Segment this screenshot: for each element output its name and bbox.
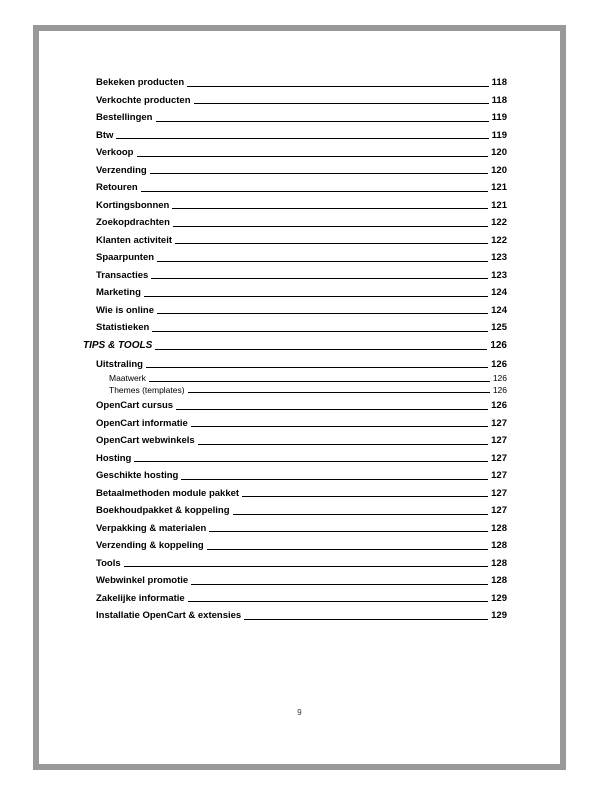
toc-leader-line [233, 514, 489, 515]
toc-entry-label: Betaalmethoden module pakket [96, 487, 240, 499]
toc-entry[interactable] [96, 540, 507, 552]
toc-entry[interactable] [96, 287, 507, 299]
toc-entry[interactable] [96, 453, 507, 465]
toc-page-number: 126 [491, 358, 507, 370]
toc-page-number: 128 [491, 575, 507, 586]
toc-entry[interactable] [96, 558, 507, 570]
toc-entry-label: Statistieken [96, 322, 150, 333]
toc-page-number: 125 [491, 322, 507, 333]
toc-entry-label: Spaarpunten [96, 252, 155, 263]
toc-leader-line [188, 601, 488, 602]
toc-entry[interactable] [96, 305, 507, 317]
toc-leader-line [191, 584, 488, 585]
toc-page-number: 127 [491, 487, 507, 499]
document-page [33, 25, 566, 770]
toc-entry[interactable] [96, 470, 507, 482]
toc-page-number: 126 [492, 384, 507, 395]
toc-leader-line [188, 392, 490, 393]
toc-entry-label: Verzending [96, 164, 147, 176]
toc-leader-line [172, 208, 488, 209]
toc-leader-line [176, 409, 488, 410]
toc-entry-label: Transacties [96, 269, 149, 281]
toc-entry[interactable] [109, 373, 507, 384]
toc-page-number: 120 [491, 147, 507, 158]
toc-entry-label: TIPS & TOOLS [83, 339, 153, 351]
toc-page-number: 123 [491, 252, 507, 263]
toc-leader-line [150, 173, 488, 174]
toc-entry[interactable] [96, 252, 507, 264]
table-of-contents [39, 31, 560, 622]
toc-entry-label: Webwinkel promotie [96, 575, 189, 586]
toc-entry-label: Bekeken producten [96, 77, 185, 88]
toc-entry-label: Geschikte hosting [96, 470, 179, 481]
toc-entry-label: Installatie OpenCart & extensies [96, 610, 242, 621]
toc-entry-label: Zoekopdrachten [96, 217, 170, 228]
toc-leader-line [134, 461, 488, 462]
toc-leader-line [191, 426, 488, 427]
toc-leader-line [156, 121, 489, 122]
toc-page-number: 129 [491, 610, 507, 621]
toc-leader-line [181, 479, 488, 480]
toc-entry[interactable] [96, 270, 507, 282]
toc-entry-label: Themes (templates) [109, 384, 185, 395]
toc-leader-line [116, 138, 488, 139]
toc-page-number: 127 [491, 452, 507, 464]
toc-page-number: 122 [491, 234, 507, 246]
toc-page-number: 123 [491, 269, 507, 281]
toc-page-number: 121 [491, 199, 507, 211]
toc-page-number: 118 [491, 94, 507, 106]
toc-page-number: 120 [491, 164, 507, 176]
toc-entry[interactable] [96, 359, 507, 371]
toc-entry[interactable] [96, 575, 507, 587]
toc-page-number: 126 [492, 373, 507, 383]
toc-page-number: 127 [491, 505, 507, 516]
toc-entry-label: Bestellingen [96, 112, 153, 123]
toc-leader-line [151, 278, 488, 279]
toc-entry[interactable] [96, 435, 507, 447]
toc-page-number: 119 [491, 129, 507, 141]
toc-leader-line [157, 313, 488, 314]
toc-leader-line [144, 296, 488, 297]
toc-entry[interactable] [109, 385, 507, 396]
toc-page-number: 128 [491, 522, 507, 534]
toc-entry[interactable] [83, 340, 507, 352]
toc-entry[interactable] [96, 147, 507, 159]
toc-entry-label: Klanten activiteit [96, 234, 173, 246]
toc-entry-label: Wie is online [96, 304, 154, 316]
toc-entry-label: Boekhoudpakket & koppeling [96, 505, 230, 516]
toc-leader-line [198, 444, 488, 445]
toc-entry[interactable] [96, 488, 507, 500]
toc-entry-label: OpenCart cursus [96, 400, 174, 411]
toc-entry[interactable] [96, 77, 507, 89]
toc-page-number: 126 [491, 400, 507, 411]
toc-entry[interactable] [96, 523, 507, 535]
toc-entry-label: Verkochte producten [96, 94, 191, 106]
toc-leader-line [152, 331, 488, 332]
toc-leader-line [194, 103, 489, 104]
toc-page-number: 128 [491, 540, 507, 551]
toc-page-number: 128 [491, 557, 507, 569]
toc-page-number: 122 [491, 217, 507, 228]
toc-entry-label: Marketing [96, 287, 141, 298]
toc-entry-label: Hosting [96, 452, 132, 464]
toc-entry[interactable] [96, 217, 507, 229]
toc-leader-line [244, 619, 488, 620]
toc-entry[interactable] [96, 95, 507, 107]
toc-entry-label: OpenCart webwinkels [96, 435, 195, 446]
toc-leader-line [146, 367, 488, 368]
toc-entry[interactable] [96, 322, 507, 334]
page-number-footer: 9 [297, 708, 302, 717]
toc-leader-line [157, 261, 488, 262]
toc-entry[interactable] [96, 400, 507, 412]
toc-entry[interactable] [96, 418, 507, 430]
toc-leader-line [149, 381, 490, 382]
toc-entry[interactable] [96, 505, 507, 517]
toc-leader-line [242, 496, 488, 497]
toc-page-number: 127 [491, 417, 507, 429]
toc-entry-label: Verkoop [96, 147, 134, 158]
toc-entry-label: Tools [96, 557, 121, 569]
toc-page-number: 124 [491, 287, 507, 298]
toc-leader-line [141, 191, 488, 192]
toc-leader-line [137, 156, 489, 157]
toc-entry[interactable] [96, 593, 507, 605]
toc-page-number: 119 [491, 112, 507, 123]
toc-leader-line [173, 226, 488, 227]
toc-leader-line [175, 243, 488, 244]
toc-entry-label: Uitstraling [96, 358, 143, 370]
toc-entry-label: Btw [96, 129, 114, 141]
toc-entry[interactable] [96, 182, 507, 194]
toc-page-number: 126 [490, 339, 507, 351]
toc-entry[interactable] [96, 165, 507, 177]
toc-entry-label: Retouren [96, 182, 138, 193]
toc-page-number: 124 [491, 304, 507, 316]
toc-entry[interactable] [96, 610, 507, 622]
toc-entry[interactable] [96, 235, 507, 247]
toc-leader-line [187, 86, 489, 87]
toc-page-number: 118 [491, 77, 507, 88]
toc-entry-label: OpenCart informatie [96, 417, 188, 429]
toc-entry-label: Verpakking & materialen [96, 522, 207, 534]
toc-page-number: 121 [491, 182, 507, 193]
toc-page-number: 127 [491, 470, 507, 481]
toc-entry[interactable] [96, 112, 507, 124]
toc-entry[interactable] [96, 130, 507, 142]
toc-entry-label: Verzending & koppeling [96, 540, 204, 551]
toc-leader-line [207, 549, 488, 550]
toc-leader-line [124, 566, 489, 567]
toc-leader-line [209, 531, 488, 532]
toc-entry-label: Kortingsbonnen [96, 199, 170, 211]
toc-page-number: 129 [491, 592, 507, 604]
toc-leader-line [155, 349, 487, 350]
toc-entry-label: Maatwerk [109, 373, 146, 383]
toc-page-number: 127 [491, 435, 507, 446]
toc-entry[interactable] [96, 200, 507, 212]
toc-entry-label: Zakelijke informatie [96, 592, 185, 604]
